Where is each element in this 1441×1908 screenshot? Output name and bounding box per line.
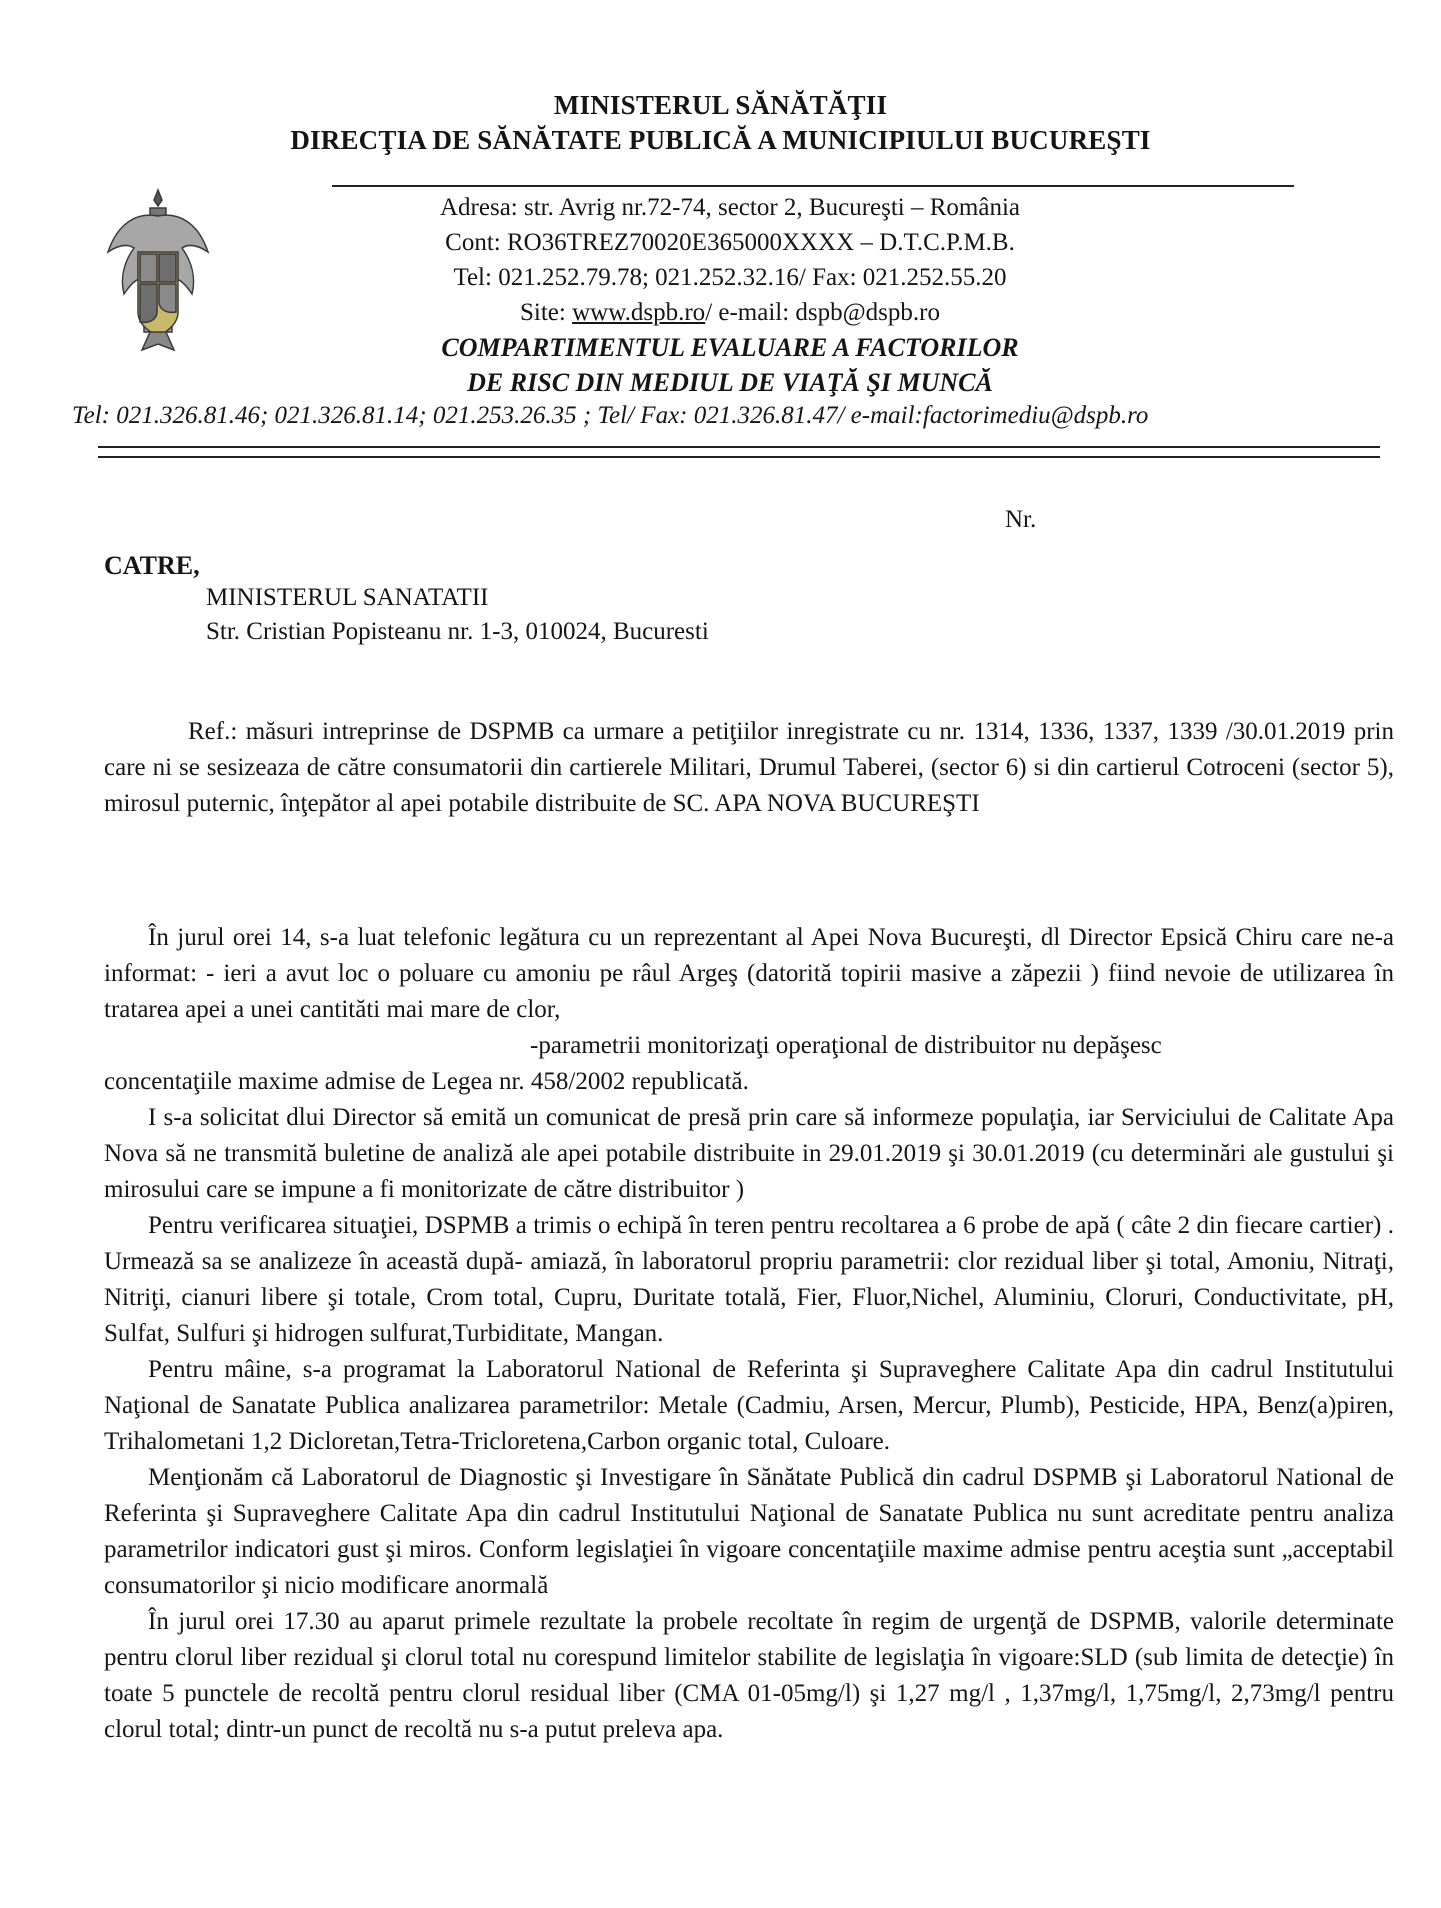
paragraph-national-lab: Pentru mâine, s-a programat la Laboratorul National de Referinta şi Supraveghere Calitate Apa din cadrul Institutului Naţional de Sanatate Publica analizarea parametrilor: Metale (Cadmiu, Arsen, Mercur, Plumb), Pesticide, HPA, Benz(a)piren, Trihalometani 1,2 Dicloretan,Tetra-Tricloretena,Carbon organic total, Culoare. (104, 1356, 1394, 1455)
reference-paragraph: Ref.: măsuri intreprinse de DSPMB ca urmare a petiţiilor inregistrate cu nr. 1314, 1336, 1337, 1339 /30.01.2019 prin care ni se sesizeaza de către consumatorii din cartierele Militari, Drumul Taberei, (sector 6) si din cartierul Cotroceni (sector 5), mirosul puternic, înţepător al apei potabile distribuite de SC. APA NOVA BUCUREŞTI (104, 718, 1394, 817)
paragraph-accreditation: Menţionăm că Laboratorul de Diagnostic şi Investigare în Sănătate Publică din cadrul DSPMB şi Laboratorul National de Referinta şi Supraveghere Calitate Apa din cadrul Institutului Naţional de Sanatate Publica nu sunt acreditate pentru analiza parametrilor indicatori gust şi miros. Conform legislaţiei în vigoare concentaţiile maxime admise pentru aceştia sunt „acceptabil consumatorilor şi nicio modificare anormală (104, 1464, 1394, 1599)
paragraph-parameters: -parametrii monitorizaţi operaţional de distribuitor nu depăşesc (530, 1032, 1162, 1059)
site-email-line (330, 295, 1130, 331)
paragraph-parameters-cont: concentaţiile maxime admise de Legea nr. 458/2002 republicată. (104, 1068, 749, 1095)
paragraph-request: I s-a solicitat dlui Director să emită un comunicat de presă prin care să informeze populaţia, iar Serviciului de Calitate Apa Nova să ne transmită buletine de analiză ale apei potabile distribuite in 29.01.2019 şi 30.01.2019 (cu determinări ale gustului şi mirosului care se impune a fi monitorizate de către distribuitor ) (104, 1104, 1394, 1203)
department-title-2: DE RISC DIN MEDIUL DE VIAŢĂ ŞI MUNCĂ (467, 368, 993, 397)
directorate-title: DIRECŢIA DE SĂNĂTATE PUBLICĂ A MUNICIPIULUI BUCUREŞTI (290, 125, 1151, 155)
department-contact: Tel: 021.326.81.46; 021.326.81.14; 021.253.26.35 ; Tel/ Fax: 021.326.81.47/ e-mail:factorimediu@dspb.ro (72, 402, 1149, 429)
paragraph-results: În jurul orei 17.30 au aparut primele rezultate la probele recoltate în regim de urgenţă de DSPMB, valorile determinate pentru clorul liber rezidual şi clorul total nu corespund limitelor stabilite de legislaţia în vigoare:SLD (sub limita de detecţie) în toate 5 punctele de recoltă pentru clorul residual liber (CMA 01-05mg/l) şi 1,27 mg/l , 1,37mg/l, 1,75mg/l, 2,73mg/l pentru clorul total; dintr-un punct de recoltă nu s-a putut preleva apa. (104, 1608, 1394, 1743)
header-rule (332, 185, 1294, 187)
coat-of-arms-icon (98, 182, 218, 362)
paragraph-phone-call: În jurul orei 14, s-a luat telefonic legătura cu un reprezentant al Apei Nova Bucureşti, dl Director Epsică Chiru care ne-a informat: - ieri a avut loc o poluare cu amoniu pe râul Argeş (datorită topirii masive a zăpezii ) fiind nevoie de utilizarea în tratarea apei a unei cantităti mai mare de clor, (104, 924, 1394, 1023)
address-line: Adresa: str. Avrig nr.72-74, sector 2, Bucureşti – România (440, 194, 1020, 221)
letter-body (104, 920, 1394, 1748)
phone-line: Tel: 021.252.79.78; 021.252.32.16/ Fax: 021.252.55.20 (453, 264, 1007, 291)
site-label: Site: (520, 299, 566, 326)
department-title-1: COMPARTIMENTUL EVALUARE A FACTORILOR (441, 333, 1019, 362)
site-link[interactable]: www.dspb.ro (572, 299, 706, 326)
ministry-title: MINISTERUL SĂNĂTĂŢII (553, 90, 888, 120)
paragraph-sampling: Pentru verificarea situaţiei, DSPMB a trimis o echipă în teren pentru recoltarea a 6 probe de apă ( câte 2 din fiecare cartier) . Urmează sa se analizeze în această după- amiază, în laboratorul propriu parametrii: clor rezidual liber şi total, Amoniu, Nitraţi, Nitriţi, cianuri libere şi totale, Crom total, Cupru, Duritate totală, Fier, Fluor,Nichel, Aluminiu, Cloruri, Conductivitate, pH, Sulfat, Sulfuri şi hidrogen sulfurat,Turbiditate, Mangan. (104, 1212, 1394, 1347)
recipient-to: CATRE, (104, 551, 200, 580)
recipient-name: MINISTERUL SANATATII (206, 584, 489, 611)
email-text: / e-mail: dspb@dspb.ro (705, 299, 940, 326)
recipient-address: Str. Cristian Popisteanu nr. 1-3, 010024, Bucuresti (206, 618, 709, 645)
registration-number-label: Nr. (1005, 506, 1037, 533)
account-line: Cont: RO36TREZ70020E365000XXXX – D.T.C.P.M.B. (445, 229, 1015, 256)
double-rule (98, 446, 1380, 458)
